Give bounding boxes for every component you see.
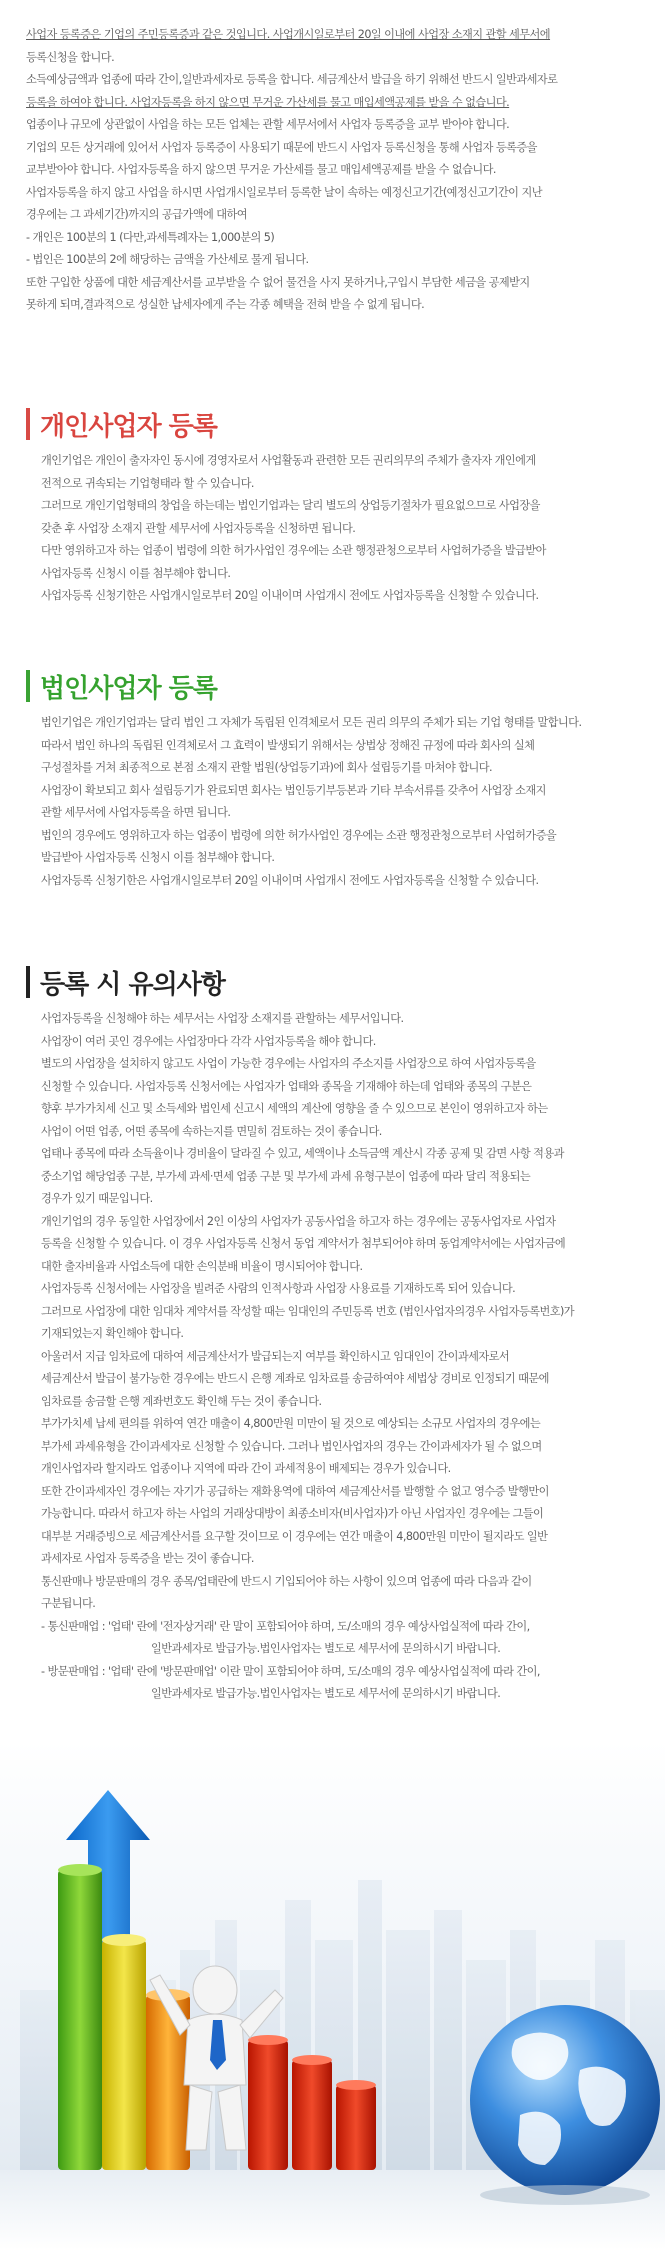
section-line: 중소기업 해당업종 구분, 부가세 과세·면세 업종 구분 및 부가세 과세 유형구분이 업종에 따라 달리 적용되는	[41, 1169, 531, 1183]
section-line: 통신판매나 방문판매의 경우 종목/업태란에 반드시 기입되어야 하는 사항이 있으며 업종에 따라 다음과 같이	[41, 1574, 532, 1588]
section-title: 개인사업자 등록	[40, 411, 217, 442]
section-line: 경우가 있기 때문입니다.	[41, 1192, 153, 1205]
section-line: 신청할 수 있습니다. 사업자등록 신청서에는 사업자가 업태와 종목을 기재해야 하는데 업태와 종목의 구분은	[41, 1079, 532, 1093]
section-line: 과세자로 사업자 등록증을 받는 것이 좋습니다.	[41, 1552, 254, 1565]
section-line: 사업자등록을 신청해야 하는 세무서는 사업장 소재지를 관할하는 세무서입니다.	[41, 1012, 404, 1025]
bullet-item-mail-order: - 통신판매업 : '업태' 란에 '전자상거래' 란 말이 포함되어야 하며, 도/소매의 경우 예상사업실적에 따라 간이,	[41, 1619, 530, 1633]
bullet-item-continuation: 일반과세자로 발급가능.법인사업자는 별도로 세무서에 문의하시기 바랍니다.	[151, 1642, 501, 1655]
section-line: 임차료를 송금할 은행 계좌번호도 확인해 두는 것이 좋습니다.	[41, 1394, 322, 1408]
section-line: 법인기업은 개인기업과는 달리 법인 그 자체가 독립된 인격체로서 모든 권리 의무의 주체가 되는 기업 형태를 말합니다.	[41, 716, 582, 729]
intro-line: 등록을 하여야 합니다. 사업자등록을 하지 않으면 무거운 가산세를 물고 매입세액공제를 받을 수 없습니다.	[26, 95, 510, 109]
intro-line: 소득예상금액과 업종에 따라 간이,일반과세자로 등록을 합니다. 세금계산서 발급을 하기 위해선 반드시 일반과세자로	[26, 73, 558, 86]
section-line: 갖춘 후 사업장 소재지 관할 세무서에 사업자등록을 신청하면 됩니다.	[41, 521, 356, 535]
section-line: 사업장이 여러 곳인 경우에는 사업장마다 각각 사업자등록을 해야 합니다.	[41, 1034, 376, 1048]
section-line: 사업자등록 신청기한은 사업개시일로부터 20일 이내이며 사업개시 전에도 사업자등록을 신청할 수 있습니다.	[41, 873, 539, 887]
section-line: 등록을 신청할 수 있습니다. 이 경우 사업자등록 신청서 동업 계약서가 첨부되어야 하며 동업계약서에는 사업자금에	[41, 1237, 566, 1250]
intro-line: 사업자등록을 하지 않고 사업을 하시면 사업개시일로부터 등록한 날이 속하는 예정신고기간(예정신고기간이 지난	[26, 185, 542, 199]
section-line: 또한 간이과세자인 경우에는 자기가 공급하는 재화용역에 대하여 세금계산서를 발행할 수 없고 영수증 발행만이	[41, 1484, 549, 1498]
section-corporate-business	[26, 666, 646, 892]
intro-line: 사업자 등록증은 기업의 주민등록증과 같은 것입니다. 사업개시일로부터 20일 이내에 사업장 소재지 관할 세무서에	[26, 28, 551, 41]
section-line: 그러므로 개인기업형태의 창업을 하는데는 법인기업과는 달리 별도의 상업등기절차가 필요없으므로 사업장을	[41, 499, 540, 512]
section-line: 그러므로 사업장에 대한 임대차 계약서를 작성할 때는 임대인의 주민등록 번호 (법인사업자의경우 사업자등록번호)가	[41, 1304, 575, 1318]
section-registration-notes	[26, 962, 646, 1706]
intro-line: 못하게 되며,결과적으로 성실한 납세자에게 주는 각종 혜택을 전혀 받을 수 없게 됩니다.	[26, 298, 425, 311]
section-line: 부가가치세 납세 편의를 위하여 연간 매출이 4,800만원 미만이 될 것으로 예상되는 소규모 사업자의 경우에는	[41, 1417, 541, 1430]
section-line: 전적으로 귀속되는 기업형태라 할 수 있습니다.	[41, 476, 254, 490]
intro-line: 교부받아야 합니다. 사업자등록을 하지 않으면 무거운 가산세를 물고 매입세액공제를 받을 수 없습니다.	[26, 163, 496, 176]
intro-line: - 법인은 100분의 2에 해당하는 금액을 가산세로 물게 됩니다.	[26, 253, 309, 266]
section-line: 향후 부가가치세 신고 및 소득세와 법인세 신고시 세액의 계산에 영향을 줄 수 있으므로 본인이 영위하고자 하는	[41, 1102, 548, 1115]
intro-line: 업종이나 규모에 상관없이 사업을 하는 모든 업체는 관할 세무서에서 사업자 등록증을 교부 받아야 합니다.	[26, 118, 510, 131]
section-line: 개인기업은 개인이 출자자인 동시에 경영자로서 사업활동과 관련한 모든 권리의무의 주체가 출자자 개인에게	[41, 454, 536, 467]
section-line: 사업자등록 신청시 이를 첨부해야 합니다.	[41, 566, 231, 580]
section-line: 법인의 경우에도 영위하고자 하는 업종이 법령에 의한 허가사업인 경우에는 소관 행정관청으로부터 사업허가증을	[41, 828, 557, 842]
section-body	[26, 712, 646, 892]
section-title: 등록 시 유의사항	[40, 969, 225, 1000]
bullet-item-door-to-door: - 방문판매업 : '업태' 란에 '방문판매업' 이란 말이 포함되어야 하며, 도/소매의 경우 예상사업실적에 따라 간이,	[41, 1664, 540, 1678]
illustration-svg	[0, 1740, 665, 2250]
section-line: 사업장이 확보되고 회사 설립등기가 완료되면 회사는 법인등기부등본과 기타 부속서류를 갖추어 사업장 소재지	[41, 783, 546, 797]
intro-text	[26, 24, 646, 317]
section-line: 따라서 법인 하나의 독립된 인격체로서 그 효력이 발생되기 위해서는 상법상 정해진 규정에 따라 회사의 실체	[41, 738, 535, 752]
intro-line: 경우에는 그 과세기간)까지의 공급가액에 대하여	[26, 208, 247, 221]
section-line: 별도의 사업장을 설치하지 않고도 사업이 가능한 경우에는 사업자의 주소지를 사업장으로 하여 사업자등록을	[41, 1057, 536, 1070]
section-title: 법인사업자 등록	[40, 673, 217, 704]
section-heading	[26, 404, 646, 444]
section-line: 개인사업자라 할지라도 업종이나 지역에 따라 간이 과세적용이 배제되는 경우가 있습니다.	[41, 1462, 451, 1475]
section-line: 업태나 종목에 따라 소득율이나 경비율이 달라질 수 있고, 세액이나 소득금액 계산시 각종 공제 및 감면 사항 적용과	[41, 1147, 564, 1160]
intro-line: 또한 구입한 상품에 대한 세금계산서를 교부받을 수 없어 물건을 사지 못하거나,구입시 부담한 세금을 공제받지	[26, 275, 530, 289]
section-line: 사업자등록 신청서에는 사업장을 빌려준 사람의 인적사항과 사업장 사용료를 기재하도록 되어 있습니다.	[41, 1282, 516, 1295]
section-line: 부가세 과세유형을 간이과세자로 신청할 수 있습니다. 그러나 법인사업자의 경우는 간이과세자가 될 수 없으며	[41, 1439, 542, 1453]
section-line: 대한 출자비율과 사업소득에 대한 손익분배 비율이 명시되어야 합니다.	[41, 1259, 363, 1273]
heading-accent-bar	[26, 966, 30, 998]
section-line: 구분됩니다.	[41, 1597, 96, 1610]
section-line: 기재되었는지 확인해야 합니다.	[41, 1327, 184, 1340]
section-line: 아울러서 지급 임차료에 대하여 세금계산서가 발급되는지 여부를 확인하시고 임대인이 간이과세자로서	[41, 1349, 510, 1363]
heading-accent-bar	[26, 408, 30, 440]
section-body	[26, 450, 646, 608]
section-line: 사업자등록 신청기한은 사업개시일로부터 20일 이내이며 사업개시 전에도 사업자등록을 신청할 수 있습니다.	[41, 589, 539, 602]
bullet-list	[41, 1616, 646, 1706]
section-line: 발급받아 사업자등록 신청시 이를 첨부해야 합니다.	[41, 851, 275, 864]
intro-line: 기업의 모든 상거래에 있어서 사업자 등록증이 사용되기 때문에 반드시 사업자 등록신청을 통해 사업자 등록증을	[26, 140, 537, 154]
intro-line: 등록신청을 합니다.	[26, 50, 115, 64]
section-line: 가능합니다. 따라서 하고자 하는 사업의 거래상대방이 최종소비자(비사업자)가 아닌 사업자인 경우에는 그들이	[41, 1507, 544, 1520]
section-line: 대부분 거래증빙으로 세금계산서를 요구할 것이므로 이 경우에는 연간 매출이 4,800만원 미만이 될지라도 일반	[41, 1529, 548, 1543]
intro-line: - 개인은 100분의 1 (다만,과세특례자는 1,000분의 5)	[26, 230, 275, 244]
section-line: 세금계산서 발급이 불가능한 경우에는 반드시 은행 계좌로 임차료를 송금하여야 세법상 경비로 인정되기 때문에	[41, 1372, 549, 1385]
section-heading	[26, 666, 646, 706]
bullet-item-continuation: 일반과세자로 발급가능.법인사업자는 별도로 세무서에 문의하시기 바랍니다.	[151, 1687, 501, 1700]
growth-illustration	[0, 1740, 665, 2250]
section-line: 관할 세무서에 사업자등록을 하면 됩니다.	[41, 806, 231, 819]
section-line: 구성절차를 거쳐 최종적으로 본점 소재지 관할 법원(상업등기과)에 회사 설립등기를 마쳐야 합니다.	[41, 761, 492, 774]
heading-accent-bar	[26, 670, 30, 702]
section-line: 다만 영위하고자 하는 업종이 법령에 의한 허가사업인 경우에는 소관 행정관청으로부터 사업허가증을 발급받아	[41, 544, 546, 557]
section-heading	[26, 962, 646, 1002]
section-individual-business	[26, 404, 646, 608]
section-line: 개인기업의 경우 동일한 사업장에서 2인 이상의 사업자가 공동사업을 하고자 하는 경우에는 공동사업자로 사업자	[41, 1214, 556, 1228]
section-line: 사업이 어떤 업종, 어떤 종목에 속하는지를 면밀히 검토하는 것이 좋습니다.	[41, 1124, 382, 1138]
section-body	[26, 1008, 646, 1706]
